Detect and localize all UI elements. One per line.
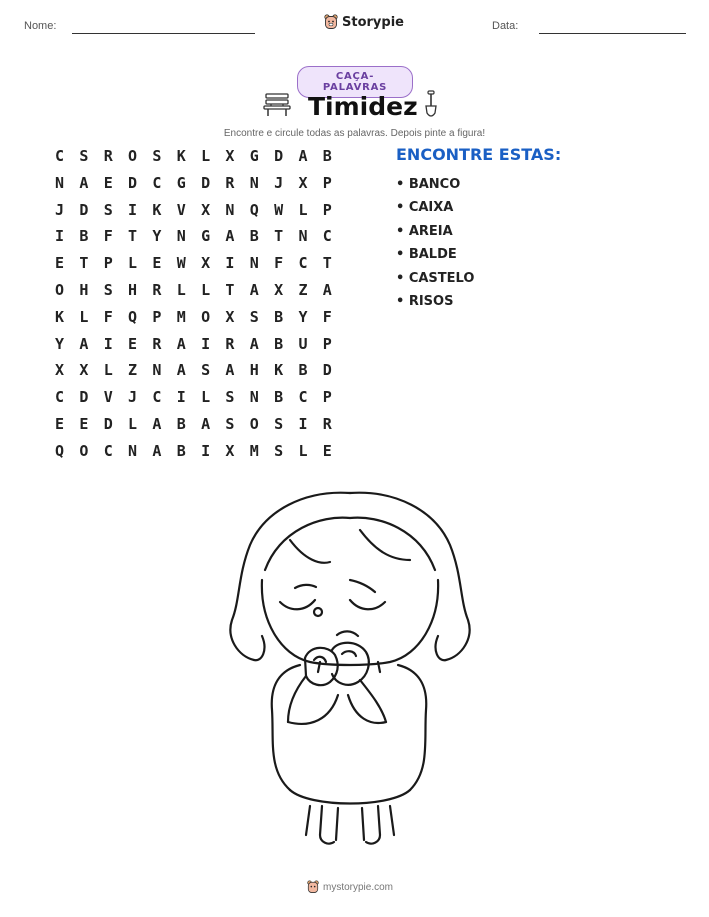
grid-letter[interactable]: D bbox=[322, 361, 332, 380]
grid-letter[interactable]: E bbox=[128, 334, 138, 353]
grid-letter[interactable]: X bbox=[225, 441, 235, 460]
grid-letter[interactable]: C bbox=[152, 388, 162, 407]
grid-letter[interactable]: P bbox=[103, 254, 113, 273]
brand-logo bbox=[324, 14, 404, 30]
word-list-item: • CASTELO bbox=[396, 270, 475, 286]
grid-letter[interactable]: N bbox=[176, 227, 186, 246]
grid-letter[interactable]: N bbox=[298, 227, 308, 246]
grid-letter[interactable]: B bbox=[176, 414, 186, 433]
grid-letter[interactable]: O bbox=[201, 307, 211, 326]
grid-letter[interactable]: R bbox=[152, 334, 162, 353]
grid-letter[interactable]: S bbox=[201, 361, 211, 380]
grid-letter[interactable]: M bbox=[176, 307, 186, 326]
grid-letter[interactable]: C bbox=[298, 254, 308, 273]
grid-letter[interactable]: L bbox=[79, 307, 89, 326]
grid-letter[interactable]: E bbox=[322, 441, 332, 460]
page-title: Timidez bbox=[308, 92, 418, 121]
grid-letter[interactable]: C bbox=[152, 173, 162, 192]
grid-letter[interactable]: Q bbox=[128, 307, 138, 326]
grid-letter[interactable]: I bbox=[298, 414, 308, 433]
grid-letter[interactable]: A bbox=[298, 147, 308, 165]
grid-letter[interactable]: A bbox=[225, 361, 235, 380]
grid-letter[interactable]: C bbox=[55, 388, 65, 407]
grid-letter[interactable]: A bbox=[176, 334, 186, 353]
grid-letter[interactable]: E bbox=[55, 414, 65, 433]
grid-letter[interactable]: L bbox=[298, 441, 308, 460]
grid-letter[interactable]: O bbox=[249, 414, 259, 433]
grid-letter[interactable]: I bbox=[103, 334, 113, 353]
grid-letter[interactable]: S bbox=[274, 441, 284, 460]
grid-letter[interactable]: A bbox=[201, 414, 211, 433]
grid-letter[interactable]: N bbox=[249, 173, 259, 192]
name-line[interactable] bbox=[72, 33, 255, 34]
grid-letter[interactable]: D bbox=[79, 388, 89, 407]
grid-letter[interactable]: R bbox=[103, 147, 113, 165]
grid-letter[interactable]: D bbox=[201, 173, 211, 192]
grid-letter[interactable]: L bbox=[128, 414, 138, 433]
grid-letter[interactable]: E bbox=[55, 254, 65, 273]
grid-letter[interactable]: X bbox=[298, 173, 308, 192]
grid-letter[interactable]: A bbox=[225, 227, 235, 246]
grid-letter[interactable]: B bbox=[249, 227, 259, 246]
grid-letter[interactable]: F bbox=[103, 227, 113, 246]
grid-letter[interactable]: L bbox=[201, 388, 211, 407]
date-line[interactable] bbox=[539, 33, 686, 34]
word-list-item: • RISOS bbox=[396, 293, 454, 309]
grid-letter[interactable]: N bbox=[152, 361, 162, 380]
grid-letter[interactable]: X bbox=[79, 361, 89, 380]
grid-letter[interactable]: B bbox=[298, 361, 308, 380]
grid-letter[interactable]: V bbox=[176, 200, 186, 219]
grid-letter[interactable]: W bbox=[274, 200, 284, 219]
activity-badge: CAÇA-PALAVRAS bbox=[297, 66, 413, 98]
grid-letter[interactable]: C bbox=[55, 147, 65, 165]
grid-letter[interactable]: P bbox=[322, 200, 332, 219]
grid-letter[interactable]: O bbox=[55, 280, 65, 299]
grid-letter[interactable]: L bbox=[176, 280, 186, 299]
grid-letter[interactable]: X bbox=[201, 200, 211, 219]
grid-letter[interactable]: N bbox=[249, 254, 259, 273]
grid-letter[interactable]: I bbox=[176, 388, 186, 407]
grid-letter[interactable]: O bbox=[128, 147, 138, 165]
grid-letter[interactable]: L bbox=[103, 361, 113, 380]
grid-letter[interactable]: C bbox=[322, 227, 332, 246]
grid-letter[interactable]: Y bbox=[298, 307, 308, 326]
grid-letter[interactable]: B bbox=[176, 441, 186, 460]
grid-letter[interactable]: Q bbox=[249, 200, 259, 219]
grid-letter[interactable]: X bbox=[225, 307, 235, 326]
word-list-item: • CAIXA bbox=[396, 200, 454, 216]
grid-letter[interactable]: Z bbox=[298, 280, 308, 299]
grid-letter[interactable]: D bbox=[103, 414, 113, 433]
grid-letter[interactable]: P bbox=[322, 334, 332, 353]
grid-letter[interactable]: S bbox=[225, 414, 235, 433]
grid-letter[interactable]: N bbox=[128, 441, 138, 460]
grid-letter[interactable]: Q bbox=[55, 441, 65, 460]
grid-letter[interactable]: R bbox=[152, 280, 162, 299]
grid-letter[interactable]: P bbox=[152, 307, 162, 326]
grid-letter[interactable]: E bbox=[79, 414, 89, 433]
grid-letter[interactable]: A bbox=[249, 280, 259, 299]
grid-letter[interactable]: L bbox=[128, 254, 138, 273]
grid-letter[interactable]: T bbox=[128, 227, 138, 246]
grid-letter[interactable]: L bbox=[201, 147, 211, 165]
grid-letter[interactable]: S bbox=[225, 388, 235, 407]
grid-letter[interactable]: A bbox=[79, 173, 89, 192]
grid-letter[interactable]: K bbox=[176, 147, 186, 165]
grid-letter[interactable]: N bbox=[55, 173, 65, 192]
grid-letter[interactable]: T bbox=[322, 254, 332, 273]
grid-letter[interactable]: R bbox=[225, 334, 235, 353]
grid-letter[interactable]: L bbox=[298, 200, 308, 219]
word-list-items bbox=[396, 173, 561, 313]
grid-letter[interactable]: S bbox=[249, 307, 259, 326]
grid-letter[interactable]: G bbox=[176, 173, 186, 192]
grid-letter[interactable]: K bbox=[274, 361, 284, 380]
grid-letter[interactable]: M bbox=[249, 441, 259, 460]
bench-icon bbox=[263, 92, 291, 118]
grid-letter[interactable]: F bbox=[322, 307, 332, 326]
grid-letter[interactable]: P bbox=[322, 173, 332, 192]
grid-letter[interactable]: I bbox=[225, 254, 235, 273]
grid-letter[interactable]: I bbox=[55, 227, 65, 246]
grid-letter[interactable]: A bbox=[249, 334, 259, 353]
grid-letter[interactable]: A bbox=[152, 414, 162, 433]
grid-letter[interactable]: S bbox=[274, 414, 284, 433]
grid-letter[interactable]: F bbox=[103, 307, 113, 326]
grid-letter[interactable]: K bbox=[152, 200, 162, 219]
grid-letter[interactable]: X bbox=[274, 280, 284, 299]
grid-letter[interactable]: X bbox=[55, 361, 65, 380]
grid-letter[interactable]: F bbox=[274, 254, 284, 273]
grid-letter[interactable]: N bbox=[225, 200, 235, 219]
grid-letter[interactable]: N bbox=[249, 388, 259, 407]
grid-letter[interactable]: I bbox=[201, 441, 211, 460]
grid-letter[interactable]: O bbox=[79, 441, 89, 460]
grid-letter[interactable]: C bbox=[103, 441, 113, 460]
word-list-item: • BANCO bbox=[396, 177, 461, 192]
grid-letter[interactable]: X bbox=[225, 147, 235, 165]
grid-letter[interactable]: Y bbox=[152, 227, 162, 246]
grid-letter[interactable]: A bbox=[176, 361, 186, 380]
grid-letter[interactable]: H bbox=[79, 280, 89, 299]
grid-letter[interactable]: R bbox=[225, 173, 235, 192]
grid-letter[interactable]: T bbox=[225, 280, 235, 299]
grid-letter[interactable]: B bbox=[322, 147, 332, 165]
grid-letter[interactable]: A bbox=[79, 334, 89, 353]
footer-text: mystorypie.com bbox=[323, 881, 394, 893]
grid-letter[interactable]: B bbox=[274, 334, 284, 353]
grid-letter[interactable]: A bbox=[152, 441, 162, 460]
grid-letter[interactable]: D bbox=[79, 200, 89, 219]
grid-letter[interactable]: U bbox=[298, 334, 308, 353]
grid-letter[interactable]: J bbox=[274, 173, 284, 192]
bear-logo-icon bbox=[324, 14, 338, 30]
date-label: Data: bbox=[492, 20, 519, 32]
grid-letter[interactable]: E bbox=[103, 173, 113, 192]
grid-letter[interactable]: C bbox=[298, 388, 308, 407]
grid-letter[interactable]: W bbox=[176, 254, 186, 273]
bear-logo-icon bbox=[307, 880, 319, 894]
brand-name: Storypie bbox=[342, 14, 404, 30]
grid-letter[interactable]: D bbox=[128, 173, 138, 192]
letter-grid[interactable] bbox=[55, 143, 347, 465]
grid-letter[interactable]: V bbox=[103, 388, 113, 407]
footer bbox=[307, 880, 393, 894]
grid-letter[interactable]: Z bbox=[128, 361, 138, 380]
grid-letter[interactable]: E bbox=[152, 254, 162, 273]
word-list-item: • AREIA bbox=[396, 223, 453, 239]
grid-letter[interactable]: Y bbox=[55, 334, 65, 353]
grid-letter[interactable]: S bbox=[79, 147, 89, 165]
word-list-item: • BALDE bbox=[396, 247, 457, 263]
grid-letter[interactable]: S bbox=[152, 147, 162, 165]
grid-letter[interactable]: K bbox=[55, 307, 65, 326]
grid-letter[interactable]: D bbox=[274, 147, 284, 165]
grid-letter[interactable]: T bbox=[274, 227, 284, 246]
instructions: Encontre e circule todas as palavras. Depois pinte a figura! bbox=[223, 128, 486, 139]
grid-letter[interactable]: A bbox=[322, 280, 332, 299]
shovel-icon bbox=[422, 90, 440, 120]
grid-letter[interactable]: H bbox=[128, 280, 138, 299]
word-list bbox=[396, 145, 561, 313]
grid-letter[interactable]: S bbox=[103, 200, 113, 219]
grid-letter[interactable]: J bbox=[55, 200, 65, 219]
grid-letter[interactable]: I bbox=[201, 334, 211, 353]
shy-girl-illustration bbox=[210, 490, 490, 852]
grid-letter[interactable]: G bbox=[201, 227, 211, 246]
grid-letter[interactable]: T bbox=[79, 254, 89, 273]
word-list-heading: ENCONTRE ESTAS: bbox=[396, 145, 562, 164]
grid-letter[interactable]: P bbox=[322, 388, 332, 407]
grid-letter[interactable]: L bbox=[201, 280, 211, 299]
grid-letter[interactable]: J bbox=[128, 388, 138, 407]
grid-letter[interactable]: H bbox=[249, 361, 259, 380]
grid-letter[interactable]: I bbox=[128, 200, 138, 219]
name-label: Nome: bbox=[24, 20, 57, 32]
grid-letter[interactable]: R bbox=[322, 414, 332, 433]
grid-letter[interactable]: S bbox=[103, 280, 113, 299]
grid-letter[interactable]: X bbox=[201, 254, 211, 273]
grid-letter[interactable]: B bbox=[79, 227, 89, 246]
grid-letter[interactable]: B bbox=[274, 307, 284, 326]
grid-letter[interactable]: B bbox=[274, 388, 284, 407]
grid-letter[interactable]: G bbox=[249, 147, 259, 165]
